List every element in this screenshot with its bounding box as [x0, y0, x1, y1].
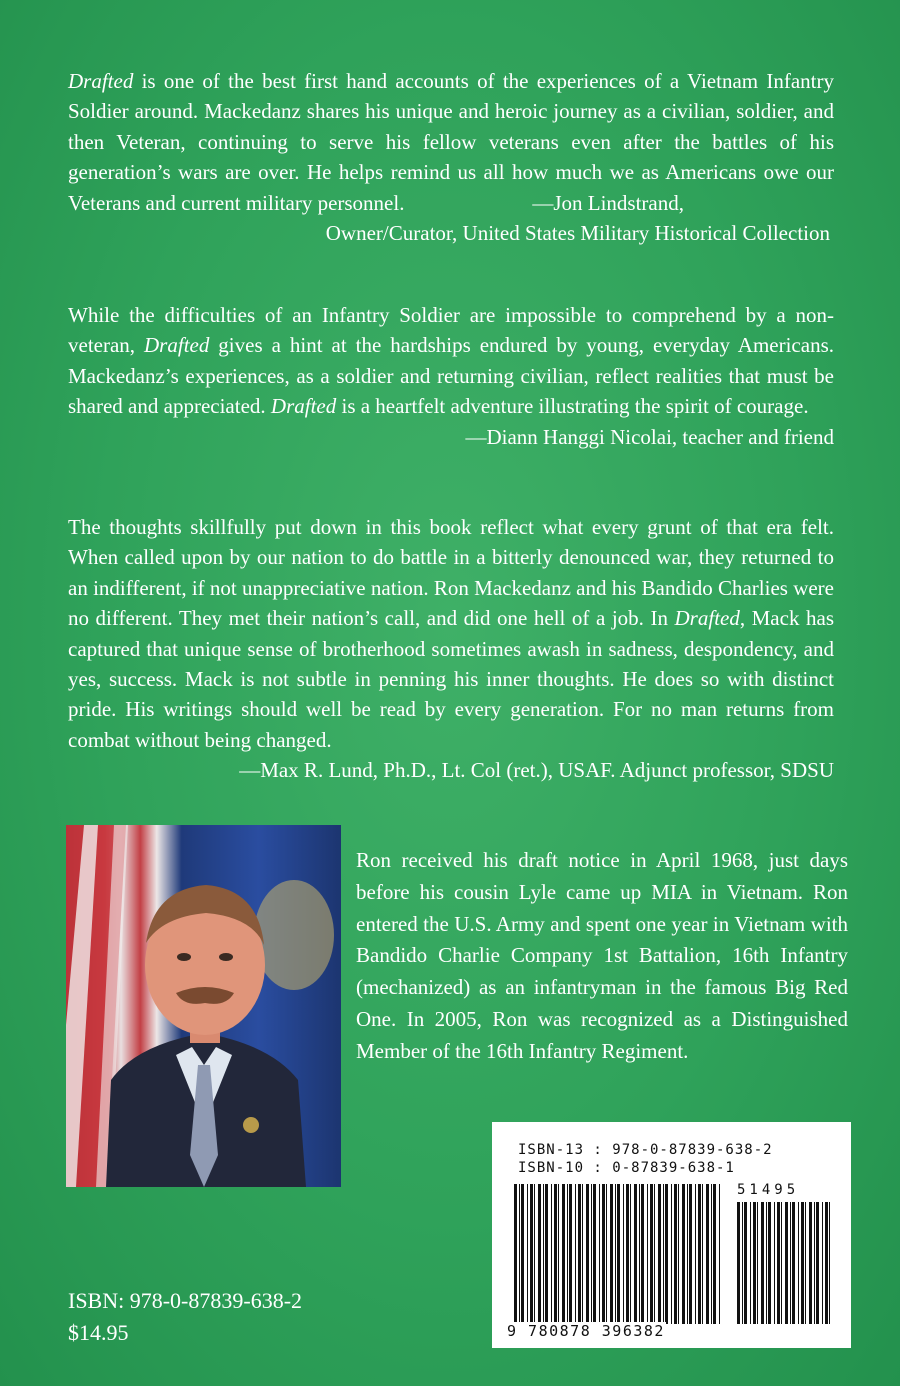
barcode-bar [606, 1184, 607, 1324]
barcode-bar [575, 1184, 576, 1324]
review-attribution: —Max R. Lund, Ph.D., Lt. Col (ret.), USAF. Adjunct professor, SDSU [239, 758, 834, 783]
barcode-bar [805, 1202, 806, 1324]
barcode-bar [682, 1184, 685, 1324]
review-lindstrand [68, 66, 834, 249]
barcode-bar [569, 1184, 572, 1324]
barcode-bar [641, 1184, 644, 1324]
review-attribution-title: Owner/Curator, United States Military Historical Collection [325, 221, 830, 246]
barcode-bar [610, 1184, 613, 1324]
barcode-bar [757, 1202, 758, 1324]
barcode-bar [689, 1184, 692, 1324]
barcode-bar [593, 1184, 596, 1324]
barcode-bar [527, 1184, 528, 1324]
barcode-bar [687, 1184, 688, 1324]
barcode-bar [538, 1184, 541, 1324]
price-text: $14.95 [68, 1320, 129, 1345]
barcode-bar [816, 1202, 819, 1324]
barcode-bar [617, 1184, 620, 1324]
barcode-bar [663, 1184, 664, 1324]
barcode-bar [582, 1184, 583, 1324]
review-attribution: —Diann Hanggi Nicolai, teacher and friend [465, 424, 834, 449]
isbn-text: ISBN: 978-0-87839-638-2 [68, 1288, 303, 1313]
barcode-bar [514, 1184, 517, 1324]
book-title: Drafted [68, 69, 134, 93]
barcode-bar [578, 1184, 581, 1324]
barcode-bar [623, 1184, 624, 1324]
ean-digits: 9 780878 396382 [507, 1322, 665, 1340]
author-bio: Ron received his draft notice in April 1968, just days before his cousin Lyle came up MIA in Vietnam. Ron entered the U.S. Army and spent one year in Vietnam with Bandido Charlie Company 1st Battalion, 16th Infantry (mechanized) as an infantryman in the famous Big Red One. In 2005, Ron was recognized as a Distinguished Member of the 16th Infantry Regiment. [356, 848, 848, 1063]
barcode-bar [551, 1184, 552, 1324]
barcode-bar [602, 1184, 605, 1324]
book-title: Drafted [144, 333, 210, 358]
barcode-bar [768, 1202, 771, 1324]
barcode-bar [591, 1184, 592, 1324]
barcode-bar [615, 1184, 616, 1324]
barcode-bar [753, 1202, 756, 1324]
barcode-bar [634, 1184, 637, 1324]
barcode-bar [534, 1184, 535, 1324]
barcode-bar [599, 1184, 600, 1324]
barcode-bar [713, 1184, 716, 1324]
barcode-bar [530, 1184, 533, 1324]
review-text: The thoughts skillfully put down in this book reflect what every grunt of that era felt. When called upon by our nation to do battle in a bitterly denounced war, they returned to an indifferent, if not unappreciative nation. Ron Mackedanz and his Bandido Charlies were no different. They met their nation’s call, and did one hell of a job. In Drafted, Mack has captured that unique sense of brotherhood sometimes awash in sadness, despondency, and yes, success. Mack is not subtle in penning his inner thoughts. He does so with distinct pride. His writings should well be read by every generation. For no man returns from combat without being changed. [68, 515, 834, 752]
barcode-bar [825, 1202, 828, 1324]
barcode-bar [798, 1202, 799, 1324]
barcode-bar [814, 1202, 815, 1324]
barcode-bar [761, 1202, 764, 1324]
barcode-bar [766, 1202, 767, 1324]
author-photo [66, 825, 341, 1187]
barcode-bar [650, 1184, 653, 1324]
review-lund [68, 512, 834, 786]
ean-barcode [514, 1184, 724, 1324]
barcode-bar [545, 1184, 548, 1324]
barcode-bar [678, 1184, 679, 1324]
barcode-bar [792, 1202, 795, 1324]
barcode-bar [777, 1202, 780, 1324]
barcode-bar [562, 1184, 565, 1324]
price-addon-barcode [737, 1202, 833, 1324]
barcode-bar [702, 1184, 703, 1324]
barcode-bar [674, 1184, 677, 1324]
barcode-bar [671, 1184, 672, 1324]
barcode-bar [567, 1184, 568, 1324]
barcode-bar [801, 1202, 804, 1324]
review-text: Drafted is one of the best first hand accounts of the experiences of a Vietnam Infantry Soldier around. Mackedanz shares his unique and heroic journey as a civilian, soldier, and then Veteran, continuing to serve his fellow veterans even after the battles of his generation’s wars are over. He helps remind us all how much we as Americans owe our Veterans and current military personnel. [68, 69, 834, 215]
barcode-bar [774, 1202, 775, 1324]
price-code: 51495 [737, 1182, 800, 1198]
barcode-bar [706, 1184, 709, 1324]
barcode-bar [519, 1184, 520, 1324]
barcode-bar [586, 1184, 589, 1324]
barcode-bar [647, 1184, 648, 1324]
review-text: While the difficulties of an Infantry Soldier are impossible to comprehend by a non-veteran, Drafted gives a hint at the hardships endured by young, everyday Americans. Mackedanz’s experiences, as a soldier and returning civilian, reflect realities that must be shared and appreciated. Drafted is a heartfelt adventure illustrating the spirit of courage. [68, 303, 835, 419]
barcode-bar [711, 1184, 712, 1324]
barcode-bar [719, 1184, 720, 1324]
barcode-bar [781, 1202, 782, 1324]
review-attribution: —Jon Lindstrand, [532, 191, 684, 216]
barcode-bar [543, 1184, 544, 1324]
barcode-bar [750, 1202, 751, 1324]
review-nicolai [68, 300, 834, 452]
book-title: Drafted [270, 394, 337, 419]
barcode-bar [654, 1184, 655, 1324]
barcode-bar [698, 1184, 701, 1324]
barcode-bar [665, 1184, 668, 1324]
barcode-bar [809, 1202, 812, 1324]
barcode-bar [630, 1184, 631, 1324]
barcode-bar [785, 1202, 788, 1324]
isbn13-label: ISBN-13 : 978-0-87839-638-2 [518, 1142, 773, 1158]
barcode-bar [554, 1184, 557, 1324]
barcode-bar [639, 1184, 640, 1324]
book-title: Drafted [674, 606, 740, 631]
barcode-bar [626, 1184, 629, 1324]
barcode-bar [695, 1184, 696, 1324]
barcode-bar [521, 1184, 524, 1324]
barcode-bar [737, 1202, 740, 1324]
barcode-label [492, 1122, 851, 1348]
barcode-bar [558, 1184, 559, 1324]
barcode-bar [744, 1202, 747, 1324]
barcode-bar [742, 1202, 743, 1324]
isbn10-label: ISBN-10 : 0-87839-638-1 [518, 1160, 735, 1176]
barcode-bar [658, 1184, 661, 1324]
barcode-bar [790, 1202, 791, 1324]
barcode-bar [822, 1202, 823, 1324]
barcode-bar [829, 1202, 830, 1324]
